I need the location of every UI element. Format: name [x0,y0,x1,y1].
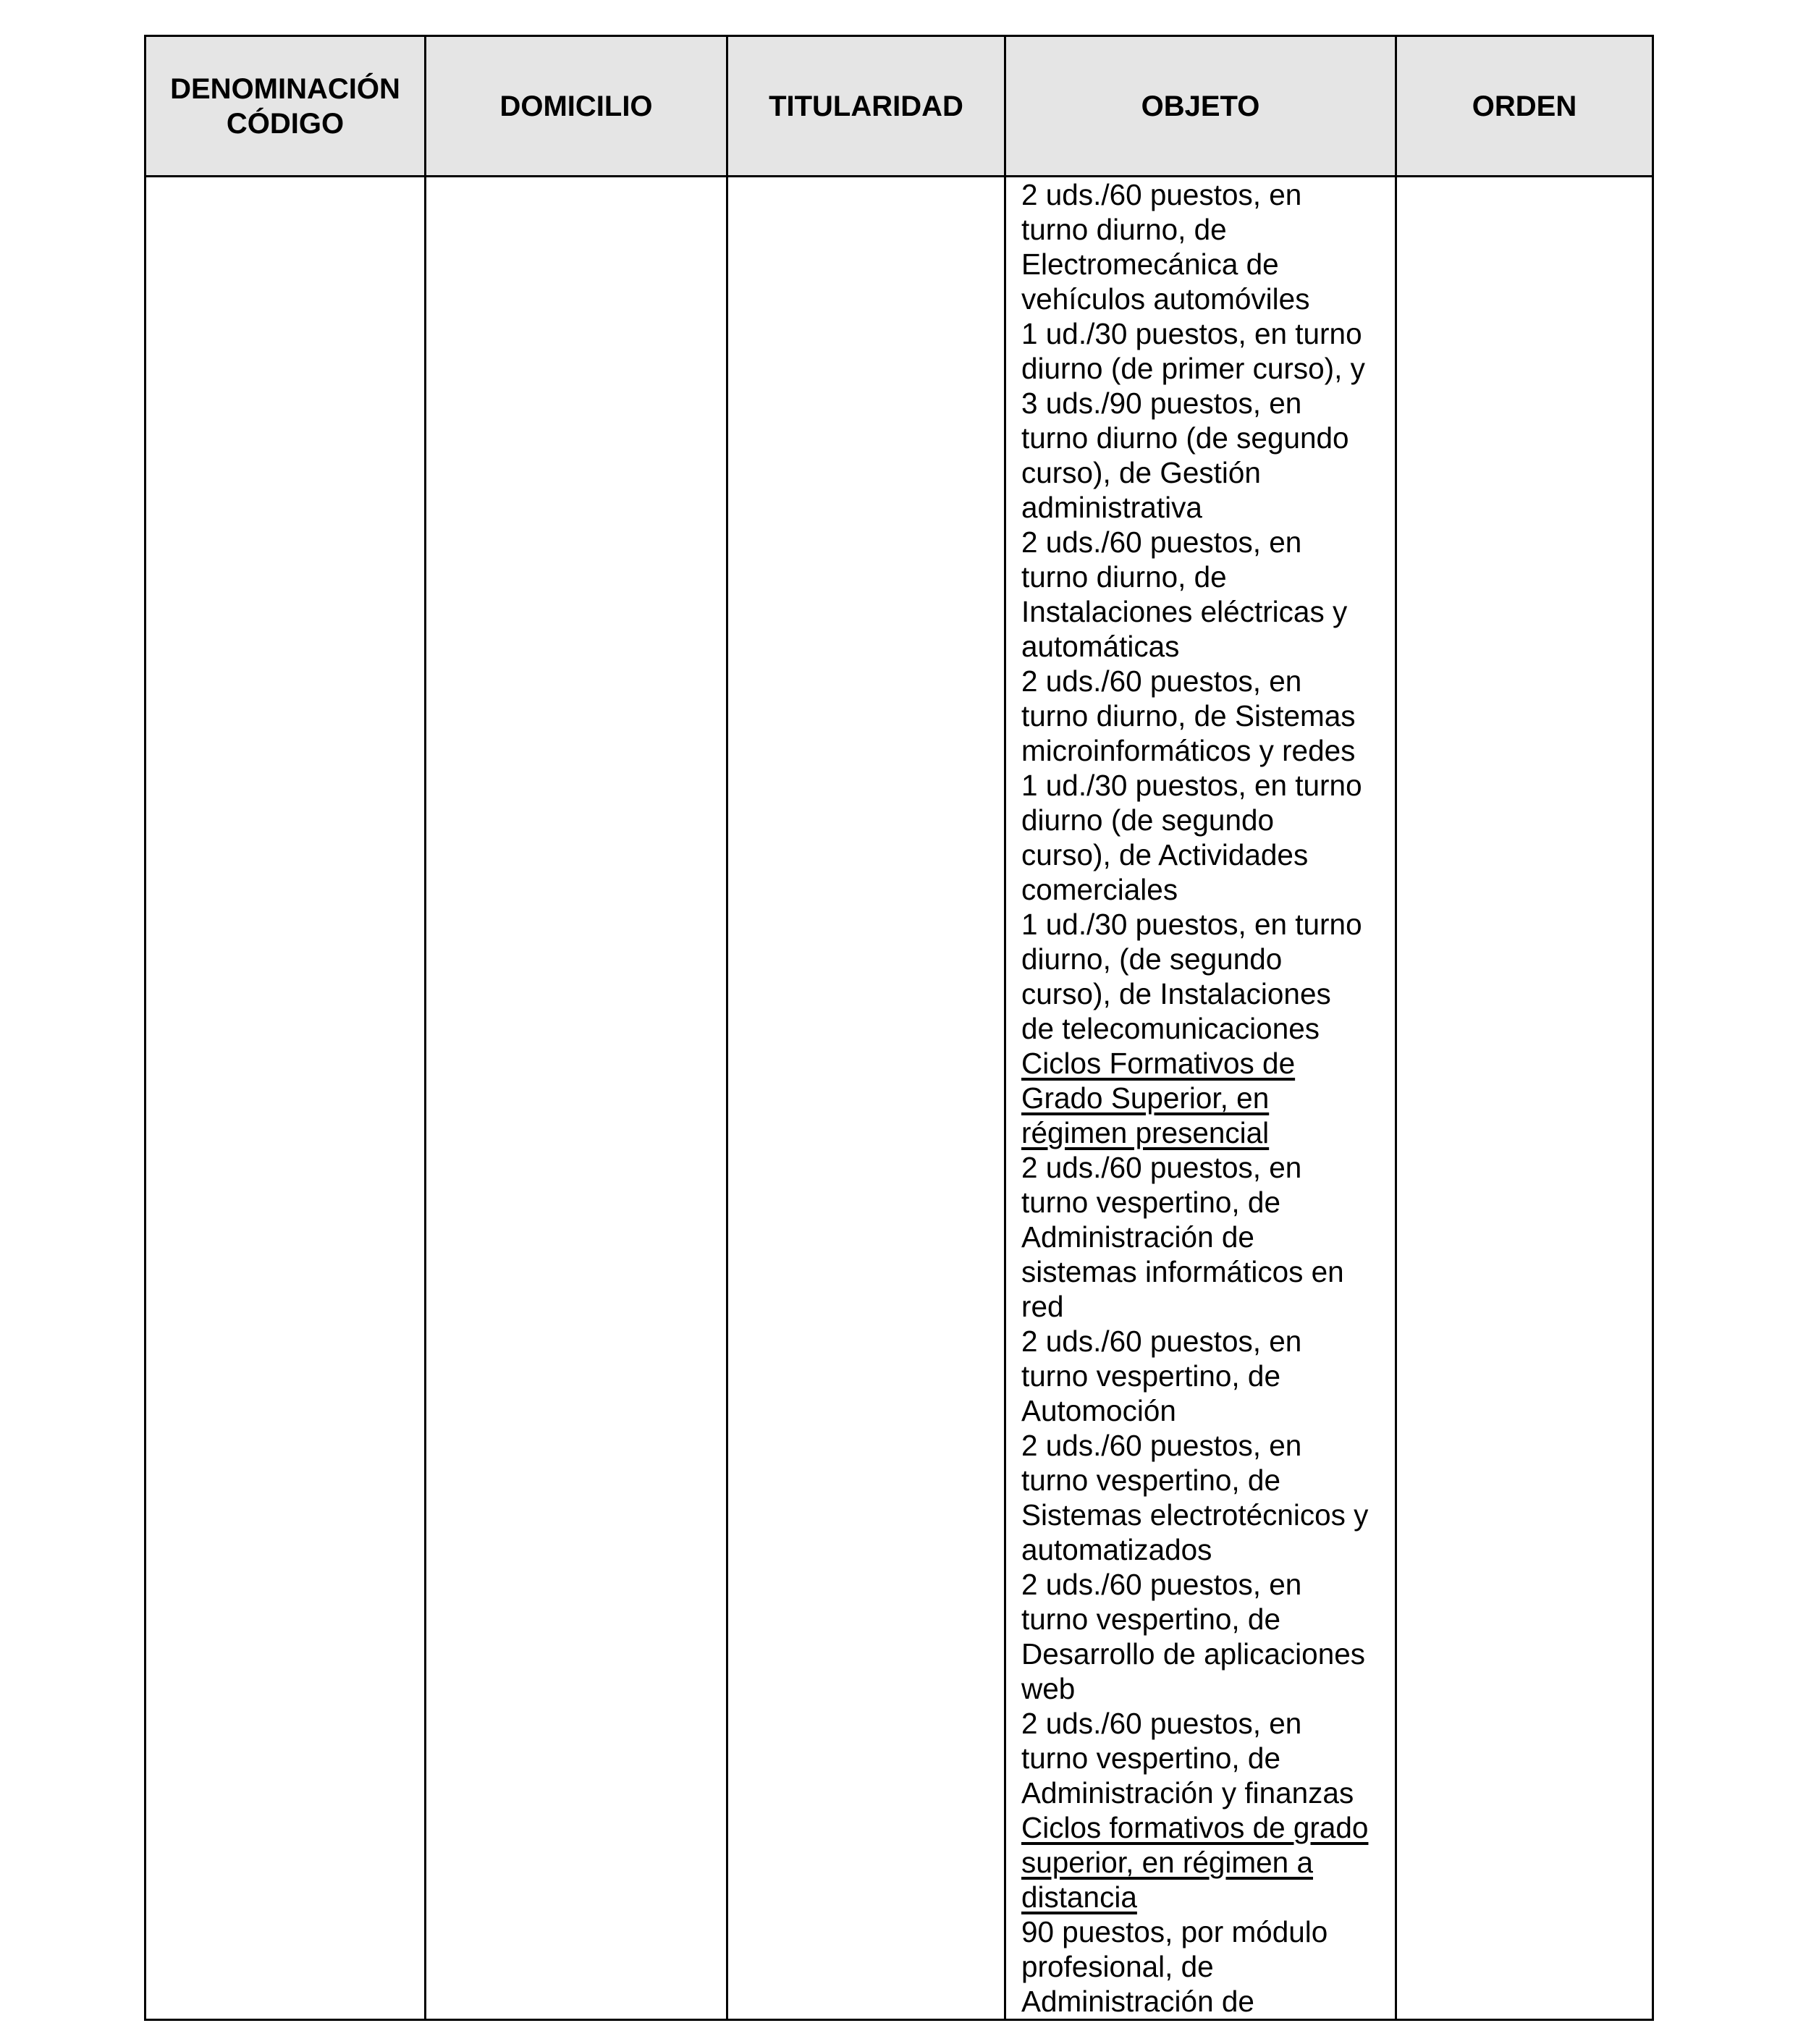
objeto-section-heading-line: régimen presencial [1021,1116,1270,1149]
objeto-line: 2 uds./60 puestos, en [1021,1429,1302,1462]
objeto-line: Administración de [1021,1220,1254,1254]
header-titularidad: TITULARIDAD [727,36,1005,177]
objeto-line: turno vespertino, de [1021,1602,1280,1636]
header-domicilio: DOMICILIO [426,36,727,177]
objeto-line: turno vespertino, de [1021,1359,1280,1393]
header-orden: ORDEN [1396,36,1653,177]
objeto-section-heading-line: distancia [1021,1880,1137,1914]
cell-orden [1396,177,1653,2020]
objeto-line: Administración de [1021,1985,1254,2018]
objeto-line: 2 uds./60 puestos, en [1021,178,1302,211]
objeto-line: 1 ud./30 puestos, en turno [1021,317,1362,350]
objeto-line: Administración y finanzas [1021,1776,1354,1809]
objeto-section-heading-line: Grado Superior, en [1021,1081,1270,1115]
objeto-line: 90 puestos, por módulo [1021,1915,1328,1948]
objeto-line: profesional, de [1021,1950,1214,1983]
cell-denominacion [145,177,426,2020]
objeto-section-heading-line: superior, en régimen a [1021,1846,1313,1879]
objeto-line: Electromecánica de [1021,248,1279,281]
objeto-line: 2 uds./60 puestos, en [1021,1568,1302,1601]
objeto-line: 2 uds./60 puestos, en [1021,664,1302,698]
objeto-line: microinformáticos y redes [1021,734,1356,767]
objeto-line: 2 uds./60 puestos, en [1021,1325,1302,1358]
objeto-section-heading-line: Ciclos formativos de grado [1021,1811,1369,1844]
header-denominacion: DENOMINACIÓN [170,72,400,105]
objeto-line: turno diurno, de [1021,560,1227,594]
objeto-text [1021,177,1388,2019]
objeto-line: curso), de Instalaciones [1021,977,1331,1010]
objeto-line: turno vespertino, de [1021,1464,1280,1497]
objeto-line: Sistemas electrotécnicos y [1021,1498,1369,1532]
table-header-row [145,36,1653,177]
objeto-line: Automoción [1021,1394,1176,1427]
objeto-line: 3 uds./90 puestos, en [1021,387,1302,420]
objeto-line: diurno (de segundo [1021,803,1275,837]
cell-objeto [1005,177,1396,2020]
objeto-line: 2 uds./60 puestos, en [1021,1151,1302,1184]
objeto-line: turno diurno, de Sistemas [1021,699,1356,732]
objeto-line: automáticas [1021,630,1180,663]
objeto-line: de telecomunicaciones [1021,1012,1320,1045]
objeto-line: automatizados [1021,1533,1212,1566]
objeto-line: comerciales [1021,873,1178,906]
objeto-line: vehículos automóviles [1021,282,1310,316]
objeto-line: 1 ud./30 puestos, en turno [1021,908,1362,941]
table-row [145,177,1653,2020]
objeto-line: turno vespertino, de [1021,1741,1280,1775]
cell-titularidad [727,177,1005,2020]
centers-table [144,35,1654,2021]
objeto-line: turno diurno (de segundo [1021,421,1349,455]
header-denominacion-codigo [145,36,426,177]
cell-domicilio [426,177,727,2020]
objeto-line: curso), de Actividades [1021,838,1309,871]
objeto-line: diurno (de primer curso), y [1021,352,1365,385]
objeto-line: turno diurno, de [1021,213,1227,246]
objeto-line: Desarrollo de aplicaciones [1021,1637,1366,1671]
objeto-line: 2 uds./60 puestos, en [1021,1707,1302,1740]
objeto-line: web [1021,1672,1076,1705]
objeto-section-heading-line: Ciclos Formativos de [1021,1047,1296,1080]
header-codigo: CÓDIGO [226,107,345,140]
header-objeto: OBJETO [1005,36,1396,177]
objeto-line: turno vespertino, de [1021,1186,1280,1219]
objeto-line: red [1021,1290,1064,1323]
objeto-line: 1 ud./30 puestos, en turno [1021,769,1362,802]
objeto-line: administrativa [1021,491,1202,524]
objeto-line: curso), de Gestión [1021,456,1261,489]
objeto-line: Instalaciones eléctricas y [1021,595,1348,628]
objeto-line: 2 uds./60 puestos, en [1021,525,1302,559]
objeto-line: diurno, (de segundo [1021,942,1283,976]
objeto-line: sistemas informáticos en [1021,1255,1344,1288]
